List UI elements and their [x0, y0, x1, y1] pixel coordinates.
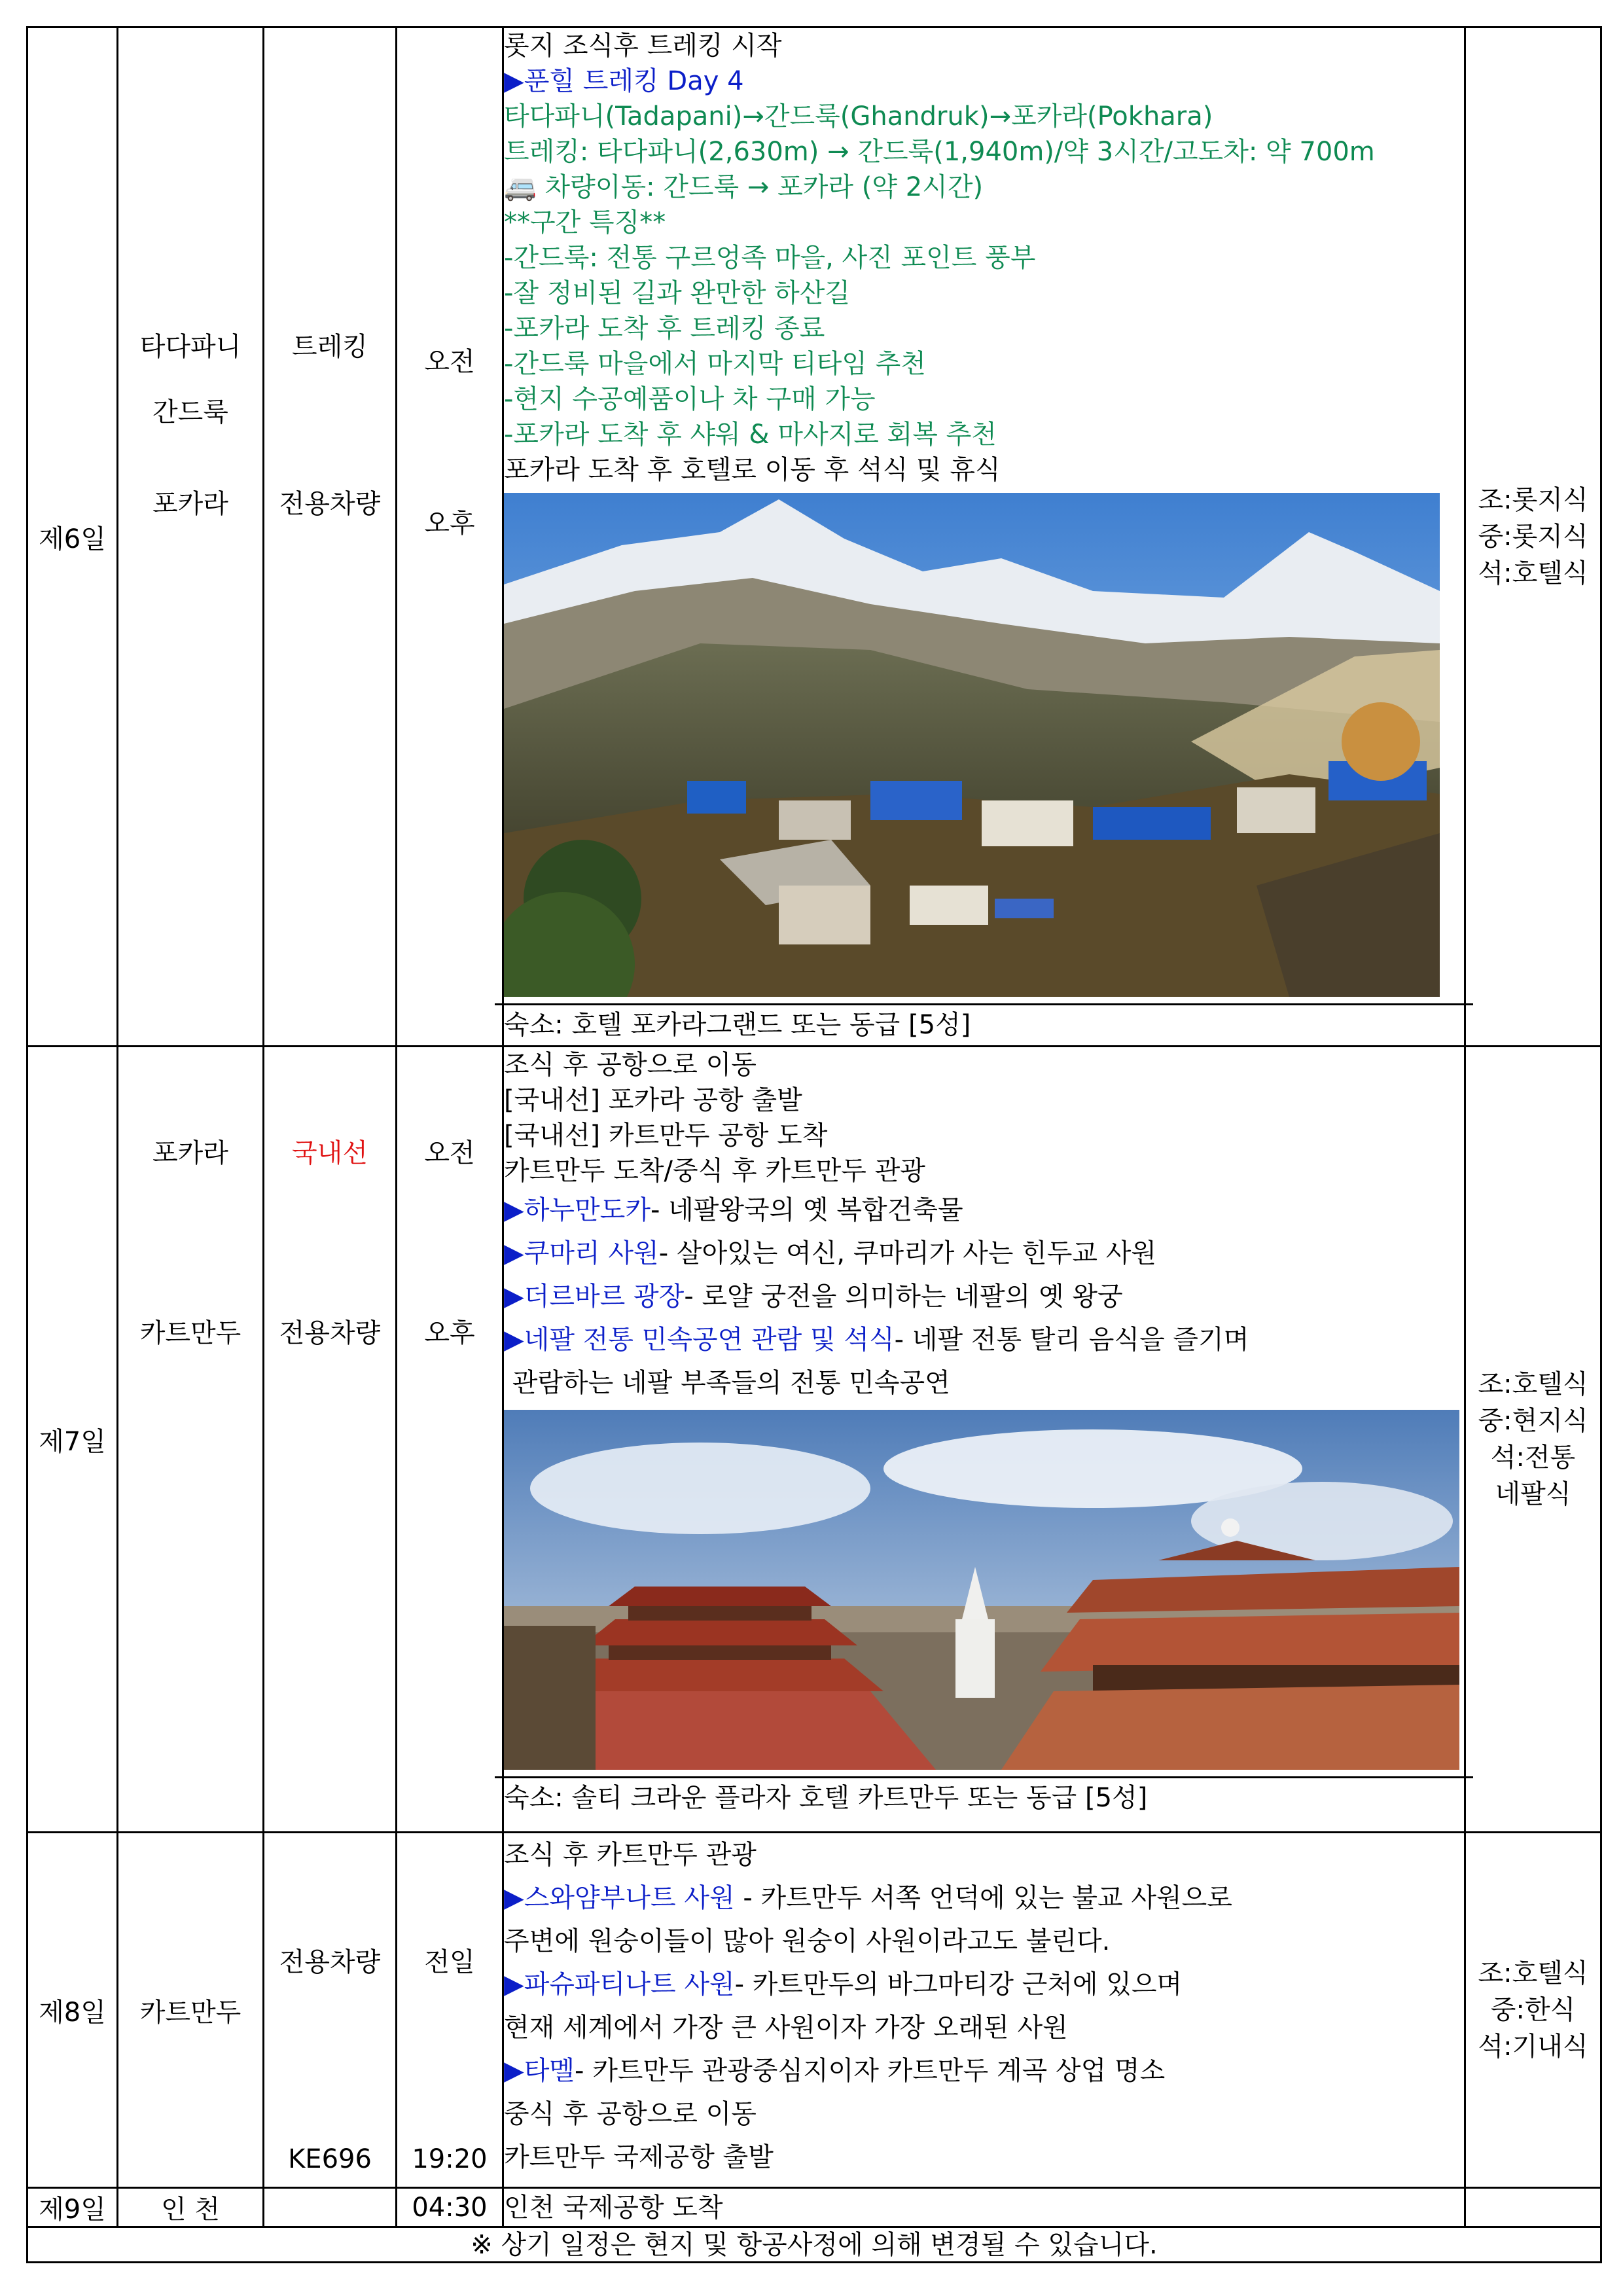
day8-transport [264, 1833, 397, 2188]
day6-line-7: -간드룩: 전통 구르엉족 마을, 사진 포인트 풍부 [504, 243, 1036, 273]
day6-line-13: 포카라 도착 후 호텔로 이동 후 석식 및 휴식 [504, 455, 1001, 485]
day6-line-5: 🚐 차량이동: 간드룩 → 포카라 (약 2시간) [504, 172, 984, 202]
day7-sight-4-name: ▶네팔 전통 민속공연 관람 및 석식 [504, 1325, 895, 1355]
day9-row [27, 2188, 1601, 2227]
day7-times [397, 1047, 503, 1833]
day6-transport [264, 27, 397, 1047]
day8-time-all: 전일 [424, 1947, 475, 1977]
day7-sight-3 [504, 1275, 1464, 1318]
day8-depart-time: 19:20 [412, 2144, 488, 2174]
day6-line-9: -포카라 도착 후 트레킹 종료 [504, 314, 825, 344]
day6-place-2: 간드룩 [152, 397, 228, 427]
day7-meal-breakfast: 조:호텔식 [1478, 1369, 1588, 1399]
day7-time-am: 오전 [424, 1138, 475, 1168]
day8-sight-1-desc: - 카트만두 서쪽 언덕에 있는 불교 사원으로 [734, 1883, 1232, 1913]
day9-content [503, 2188, 1465, 2227]
day6-time-pm: 오후 [424, 509, 475, 539]
day7-meals [1465, 1047, 1601, 1833]
day6-label: 제6일 [27, 27, 118, 1047]
day6-meal-dinner: 석:호텔식 [1478, 558, 1588, 588]
day8-line-4: 중식 후 공항으로 이동 [504, 2099, 757, 2129]
day6-transport-2: 전용차량 [279, 489, 381, 519]
day6-times [397, 27, 503, 1047]
day6-row [27, 27, 1601, 1047]
day8-sight-2 [504, 1963, 1464, 2006]
day7-time-pm: 오후 [424, 1318, 475, 1348]
day7-line-4: 카트만두 도착/중식 후 카트만두 관광 [504, 1156, 925, 1186]
day6-line-11: -현지 수공예품이나 차 구매 가능 [504, 384, 876, 414]
day6-line-6: **구간 특징** [504, 207, 666, 238]
day7-sight-2 [504, 1232, 1464, 1275]
day8-times [397, 1833, 503, 2188]
day7-transport-2: 전용차량 [279, 1318, 381, 1348]
day8-label: 제8일 [27, 1833, 118, 2188]
photo-durbar-square [504, 1410, 1459, 1770]
day8-transport-1: 전용차량 [279, 1947, 381, 1977]
day8-sight-2-desc: - 카트만두의 바그마티강 근처에 있으며 [734, 1969, 1183, 2000]
day7-sight-4 [504, 1318, 1464, 1361]
day9-line: 인천 국제공항 도착 [504, 2192, 723, 2223]
day7-line-2: [국내선] 포카라 공항 출발 [504, 1085, 802, 1115]
day6-line-2: ▶푼힐 트레킹 Day 4 [504, 66, 744, 96]
day6-line-4: 트레킹: 타다파니(2,630m) → 간드룩(1,940m)/약 3시간/고도차: 약 700m [504, 137, 1375, 167]
day7-sight-1-name: ▶하누만도카 [504, 1195, 651, 1225]
day6-transport-1: 트레킹 [292, 332, 368, 362]
day7-meal-dinner: 석:전통 [1490, 1443, 1576, 1473]
day7-last-line: 관람하는 네팔 부족들의 전통 민속공연 [504, 1368, 950, 1398]
day8-meal-lunch: 중:한식 [1490, 1995, 1576, 2025]
day8-place: 카트만두 [118, 1833, 264, 2188]
footer-note: ※ 상기 일정은 현지 및 항공사정에 의해 변경될 수 있습니다. [27, 2227, 1601, 2263]
day9-label: 제9일 [27, 2188, 118, 2227]
day6-places [118, 27, 264, 1047]
footer-row [27, 2227, 1601, 2263]
day6-meal-breakfast: 조:롯지식 [1478, 485, 1588, 515]
day8-flight: KE696 [288, 2144, 372, 2174]
day8-sight-3-desc: - 카트만두 관광중심지이자 카트만두 계곡 상업 명소 [575, 2056, 1166, 2086]
day7-transport-1: 국내선 [292, 1138, 368, 1168]
day7-hotel: 숙소: 솔티 크라운 플라자 호텔 카트만두 또는 동급 [5성] [495, 1776, 1473, 1818]
day7-sight-1-desc: - 네팔왕국의 옛 복합건축물 [650, 1195, 963, 1225]
day6-place-3: 포카라 [152, 489, 228, 519]
day8-sight-2-name: ▶파슈파티나트 사원 [504, 1969, 735, 2000]
day8-sight-1 [504, 1876, 1464, 1920]
day7-sight-3-desc: - 로얄 궁전을 의미하는 네팔의 옛 왕궁 [684, 1282, 1123, 1312]
day9-place: 인 천 [118, 2188, 264, 2227]
day8-meal-breakfast: 조:호텔식 [1478, 1958, 1588, 1988]
day7-meal-dinner-2: 네팔식 [1495, 1479, 1571, 1509]
day6-meals [1465, 27, 1601, 1047]
itinerary-table [26, 26, 1602, 2263]
day7-place-1: 포카라 [152, 1138, 228, 1168]
day9-time: 04:30 [397, 2188, 503, 2227]
day8-meal-dinner: 석:기내식 [1478, 2032, 1588, 2062]
day7-transport [264, 1047, 397, 1833]
day7-places [118, 1047, 264, 1833]
day7-sight-4-desc: - 네팔 전통 탈리 음식을 즐기며 [894, 1325, 1249, 1355]
day6-line-1: 롯지 조식후 트레킹 시작 [504, 31, 782, 61]
day7-line-1: 조식 후 공항으로 이동 [504, 1050, 757, 1080]
day8-line-1: 조식 후 카트만두 관광 [504, 1840, 757, 1870]
day8-line-2: 주변에 원숭이들이 많아 원숭이 사원이라고도 불린다. [504, 1926, 1111, 1956]
day6-line-8: -잘 정비된 길과 완만한 하산길 [504, 278, 850, 308]
day8-meals [1465, 1833, 1601, 2188]
day6-line-10: -간드룩 마을에서 마지막 티타임 추천 [504, 349, 926, 379]
day6-line-12: -포카라 도착 후 샤워 & 마사지로 회복 추천 [504, 420, 997, 450]
day7-sight-1 [504, 1189, 1464, 1232]
day8-line-5: 카트만두 국제공항 출발 [504, 2142, 774, 2172]
day7-row [27, 1047, 1601, 1833]
day7-place-2: 카트만두 [139, 1318, 241, 1348]
day6-hotel: 숙소: 호텔 포카라그랜드 또는 동급 [5성] [495, 1003, 1473, 1045]
day8-sight-3 [504, 2049, 1464, 2092]
day6-place-1: 타다파니 [139, 332, 241, 362]
day7-content [503, 1047, 1465, 1833]
day7-sight-3-name: ▶더르바르 광장 [504, 1282, 685, 1312]
day7-label: 제7일 [27, 1047, 118, 1833]
day7-sight-2-name: ▶쿠마리 사원 [504, 1238, 659, 1268]
day7-line-3: [국내선] 카트만두 공항 도착 [504, 1121, 828, 1151]
day7-sight-2-desc: - 살아있는 여신, 쿠마리가 사는 힌두교 사원 [658, 1238, 1157, 1268]
day8-line-3: 현재 세계에서 가장 큰 사원이자 가장 오래된 사원 [504, 2013, 1068, 2043]
day8-content [503, 1833, 1465, 2188]
day9-meals [1465, 2188, 1601, 2227]
day8-sight-3-name: ▶타멜 [504, 2056, 575, 2086]
day9-transport [264, 2188, 397, 2227]
day8-row [27, 1833, 1601, 2188]
day6-content [503, 27, 1465, 1047]
day6-line-3: 타다파니(Tadapani)→간드룩(Ghandruk)→포카라(Pokhara) [504, 101, 1213, 132]
photo-ghandruk-village [504, 493, 1440, 997]
day6-meal-lunch: 중:롯지식 [1478, 522, 1588, 552]
day7-meal-lunch: 중:현지식 [1478, 1406, 1588, 1436]
day8-sight-1-name: ▶스와얌부나트 사원 [504, 1883, 735, 1913]
day6-time-am: 오전 [424, 347, 475, 377]
